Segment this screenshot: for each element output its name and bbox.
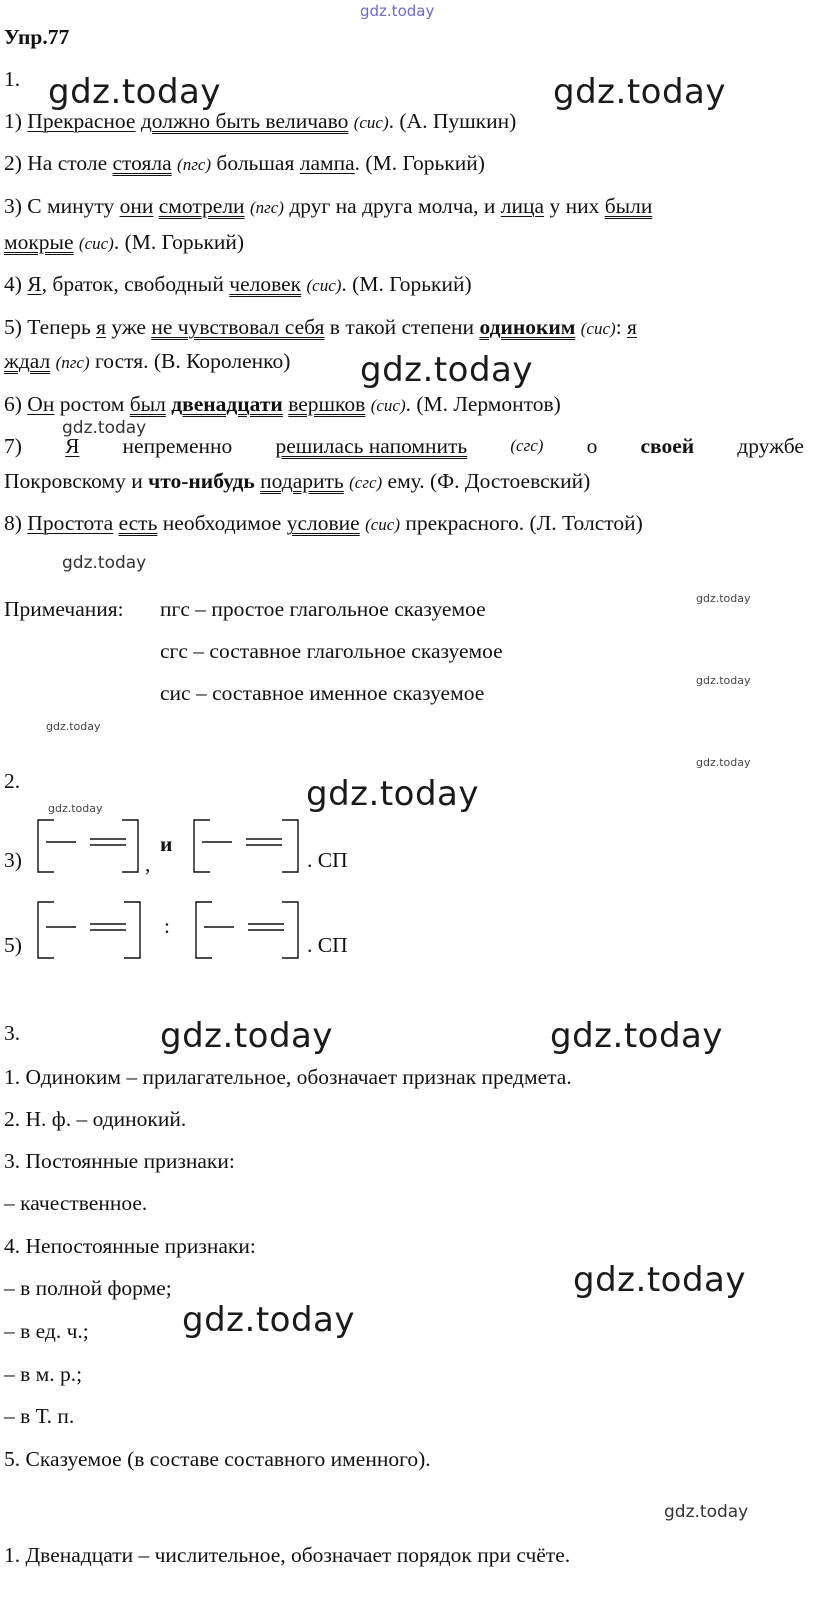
watermark: gdz.today	[46, 720, 101, 733]
watermark: gdz.today	[573, 1260, 746, 1300]
predicate: были	[604, 194, 653, 218]
analysis-line: – в полной форме;	[4, 1276, 172, 1300]
bracket-left	[38, 902, 54, 958]
watermark: gdz.today	[664, 1502, 749, 1522]
watermark: gdz.today	[696, 592, 751, 605]
predicate-type: (пгс)	[249, 198, 284, 217]
predicate-type: (пгс)	[177, 155, 212, 174]
subject: Простота	[27, 511, 114, 535]
watermark: gdz.today	[696, 674, 751, 687]
conjunction: и	[160, 832, 173, 856]
sentence-8: 8) Простота есть необходимое условие (сис) прекрасного. (Л. Толстой)	[4, 511, 643, 535]
predicate: должно быть величаво	[140, 109, 349, 133]
predicate: есть	[118, 511, 158, 535]
predicate: человек	[229, 272, 302, 296]
subject: я	[96, 315, 107, 339]
note-sgs: сгс – составное глагольное сказуемое	[160, 639, 503, 663]
predicate: решилась напомнить	[275, 434, 468, 458]
predicate: вершков	[288, 392, 366, 416]
scheme-end: . СП	[307, 848, 348, 872]
watermark: gdz.today	[360, 350, 533, 390]
subject: Я	[65, 434, 80, 458]
analysis-line: – в ед. ч.;	[4, 1319, 89, 1343]
scheme-number: 3)	[4, 848, 22, 872]
section-number: 3.	[4, 1021, 21, 1045]
bracket-right	[124, 902, 140, 958]
subject: я	[627, 315, 637, 339]
subject: Он	[27, 392, 55, 416]
predicate: не чувствовал себя	[151, 315, 325, 339]
predicate-type: (сгс)	[510, 436, 544, 455]
note-pgs: пгс – простое глагольное сказуемое	[160, 597, 486, 621]
comma: ,	[145, 852, 151, 876]
sentence-7a: 7) Я непременно решилась напомнить (сгс) о своей дружбе	[4, 434, 804, 458]
analysis-line: 3. Постоянные признаки:	[4, 1149, 235, 1173]
bracket-left	[196, 902, 212, 958]
sentence-6: 6) Он ростом был двенадцати вершков (сис). (М. Лермонтов)	[4, 392, 561, 416]
watermark: gdz.today	[48, 802, 103, 815]
predicate: подарить	[260, 469, 344, 493]
analysis-line: 1. Одиноким – прилагательное, обозначает признак предмета.	[4, 1065, 572, 1089]
predicate: ждал	[4, 349, 51, 373]
scheme-number: 5)	[4, 933, 22, 957]
sentence-7b: Покровскому и что-нибудь подарить (сгс) ему. (Ф. Достоевский)	[4, 469, 591, 493]
watermark: gdz.today	[550, 1016, 723, 1056]
subject: они	[119, 194, 154, 218]
predicate-type: (сгс)	[349, 473, 383, 492]
section-number: 1.	[4, 67, 21, 91]
note-sis: сис – составное именное сказуемое	[160, 681, 485, 705]
watermark: gdz.today	[696, 756, 751, 769]
exercise-title: Упр.77	[4, 25, 70, 49]
analysis-line: 4. Непостоянные признаки:	[4, 1234, 256, 1258]
scheme-row-5	[30, 896, 330, 966]
predicate-type: (сис)	[370, 396, 406, 415]
analysis-line: 2. Н. ф. – одинокий.	[4, 1107, 187, 1131]
watermark: gdz.today	[306, 774, 479, 814]
predicate-type: (сис)	[353, 113, 389, 132]
watermark: gdz.today	[62, 418, 147, 438]
analysis-line: 1. Двенадцати – числительное, обозначает порядок при счёте.	[4, 1543, 571, 1567]
sentence-5b: ждал (пгс) гостя. (В. Короленко)	[4, 349, 291, 373]
scheme-row-3	[30, 812, 330, 882]
subject: Прекрасное	[27, 109, 136, 133]
predicate: двенадцати	[171, 392, 283, 416]
subject: Я	[27, 272, 42, 296]
predicate-type: (сис)	[78, 234, 114, 253]
bracket-left	[38, 820, 54, 872]
predicate-type: (сис)	[580, 319, 616, 338]
watermark: gdz.today	[553, 72, 726, 112]
watermark: gdz.today	[48, 72, 221, 112]
predicate: стояла	[112, 151, 172, 175]
predicate-type: (сис)	[365, 515, 401, 534]
analysis-line: 5. Сказуемое (в составе составного именного).	[4, 1447, 431, 1471]
predicate: мокрые	[4, 230, 74, 254]
notes-label: Примечания:	[4, 597, 124, 621]
predicate-type: (пгс)	[55, 353, 90, 372]
sentence-3b: мокрые (сис). (М. Горький)	[4, 230, 245, 254]
watermark: gdz.today	[182, 1300, 355, 1340]
predicate: был	[129, 392, 166, 416]
watermark: gdz.today	[160, 1016, 333, 1056]
bracket-left	[194, 820, 210, 872]
sentence-2: 2) На столе стояла (пгс) большая лампа. (М. Горький)	[4, 151, 485, 175]
bracket-right	[122, 820, 138, 872]
watermark: gdz.today	[62, 553, 147, 573]
subject: лампа	[299, 151, 355, 175]
colon: :	[164, 914, 170, 938]
sentence-1: 1) Прекрасное должно быть величаво (сис). (А. Пушкин)	[4, 109, 517, 133]
subject: лица	[500, 194, 545, 218]
section-number: 2.	[4, 769, 21, 793]
predicate: условие	[286, 511, 360, 535]
bracket-right	[282, 902, 298, 958]
predicate: одиноким	[479, 315, 576, 339]
sentence-4: 4) Я, браток, свободный человек (сис). (М. Горький)	[4, 272, 472, 296]
predicate-type: (сис)	[306, 276, 342, 295]
watermark-top: gdz.today	[360, 2, 435, 20]
predicate: смотрели	[158, 194, 245, 218]
bracket-right	[282, 820, 298, 872]
analysis-line: – в м. р.;	[4, 1362, 83, 1386]
sentence-5a: 5) Теперь я уже не чувствовал себя в такой степени одиноким (сис): я	[4, 315, 637, 339]
scheme-end: . СП	[307, 933, 348, 957]
analysis-line: – в Т. п.	[4, 1404, 75, 1428]
sentence-3a: 3) С минуту они смотрели (пгс) друг на друга молча, и лица у них были	[4, 194, 653, 218]
analysis-line: – качественное.	[4, 1191, 148, 1215]
